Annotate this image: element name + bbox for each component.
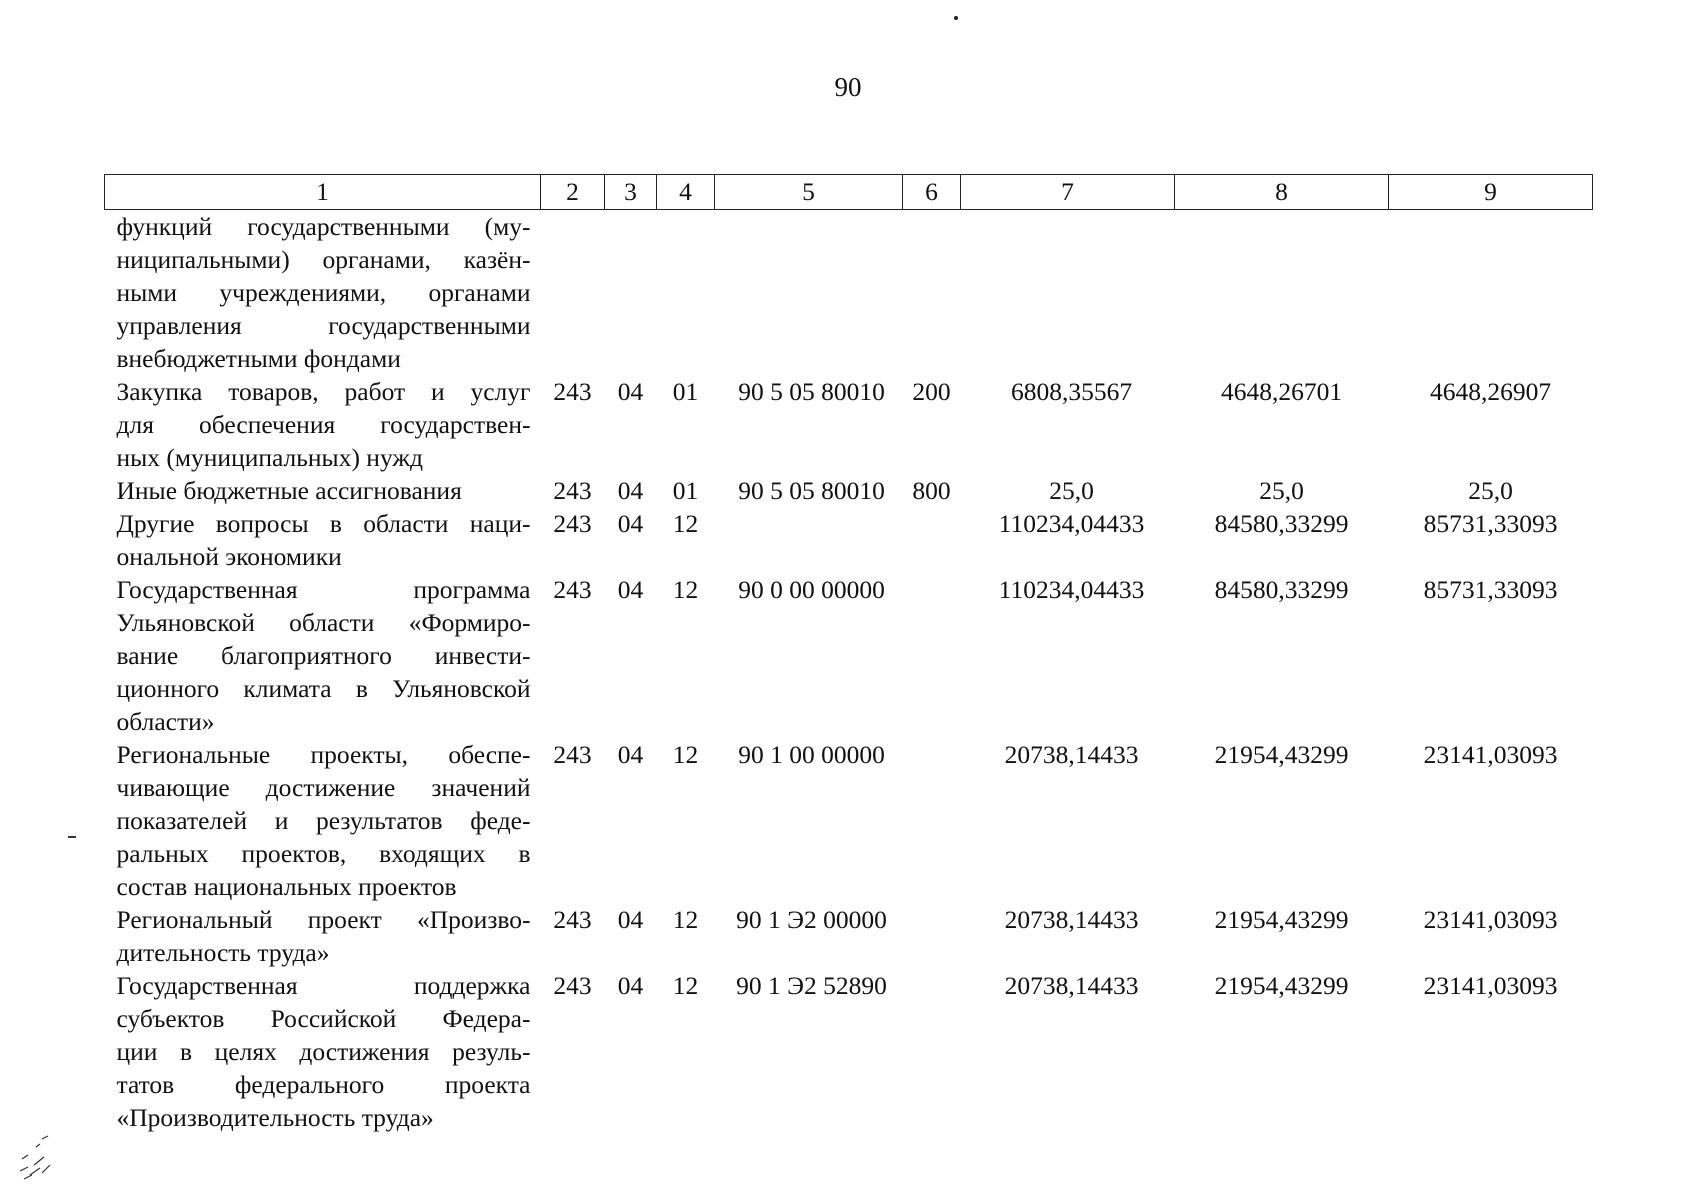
table-body: [105, 210, 1593, 1135]
row-name-line: Иные бюджетные ассигнования: [116, 476, 462, 505]
header-col-3: 3: [605, 175, 657, 210]
row-name-line: субъектов Российской Федера-: [116, 1004, 531, 1033]
cell-target-article: 90 1 00 00000: [738, 740, 885, 769]
cell-section: 04: [617, 740, 644, 769]
cell-subsection: 12: [672, 509, 699, 538]
cell-subsection: 12: [672, 575, 699, 604]
row-name-line: показателей и результатов феде-: [116, 806, 531, 835]
cell-section: 04: [617, 476, 644, 505]
cell-amount-col8: 84580,33299: [1214, 509, 1349, 538]
cell-amount-col8: 84580,33299: [1214, 575, 1349, 604]
header-col-6: 6: [903, 175, 961, 210]
row-name: [105, 738, 541, 903]
cell-amount-col9: 23141,03093: [1423, 740, 1558, 769]
table-header: [105, 175, 1593, 210]
cell-section: 04: [617, 575, 644, 604]
cell-expense-type: [903, 969, 961, 1134]
cell-target-article: 90 0 00 00000: [738, 575, 885, 604]
cell-amount-col8: 21954,43299: [1214, 905, 1349, 934]
row-name: [105, 474, 541, 507]
row-name: [105, 573, 541, 738]
header-col-2: 2: [541, 175, 605, 210]
cell-target-article: 90 1 Э2 52890: [736, 971, 887, 1000]
cell-admin-code: 243: [553, 575, 592, 604]
scan-mark-dash: [68, 836, 76, 838]
cell-amount-col8: 25,0: [1259, 476, 1304, 505]
row-name-line: ции в целях достижения резуль-: [116, 1037, 531, 1066]
row-name-line: Ульяновской области «Формиро-: [116, 608, 531, 637]
cell-target-article: [715, 507, 903, 573]
cell-amount-col8: 4648,26701: [1220, 377, 1343, 406]
row-name-line: дительность труда»: [116, 938, 330, 967]
cell-amount-col8: 21954,43299: [1214, 740, 1349, 769]
table-row: [105, 375, 1593, 474]
row-name-line: состав национальных проектов: [116, 872, 457, 901]
row-name-line: Региональные проекты, обеспе-: [116, 740, 531, 769]
cell-amount-col7: 25,0: [1049, 476, 1094, 505]
row-name-line: ными учреждениями, органами: [116, 278, 531, 307]
row-name-line: Закупка товаров, работ и услуг: [116, 377, 531, 406]
cell-subsection: [657, 210, 715, 376]
scan-speck: [954, 16, 958, 20]
cell-admin-code: 243: [553, 476, 592, 505]
row-name-line: Другие вопросы в области наци-: [116, 509, 531, 538]
row-name-line: «Производительность труда»: [116, 1103, 434, 1132]
scan-artifact-marks: [14, 1135, 64, 1185]
cell-amount-col9: 23141,03093: [1423, 905, 1558, 934]
cell-amount-col7: 110234,04433: [998, 575, 1145, 604]
header-col-1: 1: [105, 175, 541, 210]
cell-subsection: 01: [672, 476, 699, 505]
cell-admin-code: 243: [553, 509, 592, 538]
row-name-line: чивающие достижение значений: [116, 773, 531, 802]
header-col-7: 7: [961, 175, 1175, 210]
cell-admin-code: [541, 210, 605, 376]
row-name-line: Региональный проект «Произво-: [116, 905, 531, 934]
cell-target-article: 90 1 Э2 00000: [736, 905, 887, 934]
table-row: [105, 573, 1593, 738]
table-row: [105, 210, 1593, 376]
cell-amount-col9: 25,0: [1468, 476, 1513, 505]
cell-amount-col7: [961, 210, 1175, 376]
cell-admin-code: 243: [553, 377, 592, 406]
header-col-9: 9: [1389, 175, 1593, 210]
cell-target-article: 90 5 05 80010: [738, 476, 885, 505]
table-row: [105, 903, 1593, 969]
cell-amount-col7: 20738,14433: [1004, 740, 1139, 769]
cell-expense-type: [903, 738, 961, 903]
cell-admin-code: 243: [553, 905, 592, 934]
table-row: [105, 738, 1593, 903]
cell-amount-col7: 6808,35567: [1010, 377, 1133, 406]
cell-expense-type: [903, 573, 961, 738]
cell-subsection: 12: [672, 971, 699, 1000]
header-row: [105, 175, 1593, 210]
row-name-line: внебюджетными фондами: [116, 344, 401, 373]
row-name-line: управления государственными: [116, 311, 531, 340]
budget-table: [104, 174, 1593, 1134]
row-name-line: Государственная поддержка: [116, 971, 531, 1000]
cell-section: 04: [617, 971, 644, 1000]
row-name-line: ональной экономики: [116, 542, 342, 571]
cell-section: 04: [617, 509, 644, 538]
cell-section: 04: [617, 377, 644, 406]
cell-amount-col9: 85731,33093: [1423, 575, 1558, 604]
cell-target-article: [715, 210, 903, 376]
header-col-5: 5: [715, 175, 903, 210]
cell-amount-col9: [1389, 210, 1593, 376]
table-row: [105, 474, 1593, 507]
row-name-line: вание благоприятного инвести-: [116, 641, 531, 670]
row-name-line: для обеспечения государствен-: [116, 410, 531, 439]
cell-expense-type: 800: [912, 476, 951, 505]
cell-expense-type: [903, 903, 961, 969]
cell-admin-code: 243: [553, 740, 592, 769]
row-name: [105, 903, 541, 969]
row-name: [105, 210, 541, 376]
cell-amount-col7: 110234,04433: [998, 509, 1145, 538]
row-name-line: ральных проектов, входящих в: [116, 839, 531, 868]
cell-section: [605, 210, 657, 376]
cell-expense-type: 200: [912, 377, 951, 406]
cell-expense-type: [903, 210, 961, 376]
row-name: [105, 507, 541, 573]
row-name-line: ных (муниципальных) нужд: [116, 443, 423, 472]
cell-amount-col7: 20738,14433: [1004, 905, 1139, 934]
row-name-line: ционного климата в Ульяновской: [116, 674, 531, 703]
header-col-8: 8: [1175, 175, 1389, 210]
table-row: [105, 507, 1593, 573]
header-col-4: 4: [657, 175, 715, 210]
cell-amount-col7: 20738,14433: [1004, 971, 1139, 1000]
cell-subsection: 12: [672, 740, 699, 769]
cell-amount-col9: 85731,33093: [1423, 509, 1558, 538]
row-name-line: Государственная программа: [116, 575, 531, 604]
cell-amount-col8: [1175, 210, 1389, 376]
cell-admin-code: 243: [553, 971, 592, 1000]
table-row: [105, 969, 1593, 1134]
cell-amount-col9: 4648,26907: [1429, 377, 1552, 406]
row-name-line: функций государственными (му-: [116, 212, 531, 241]
cell-target-article: 90 5 05 80010: [738, 377, 885, 406]
cell-subsection: 01: [672, 377, 699, 406]
row-name: [105, 375, 541, 474]
cell-amount-col8: 21954,43299: [1214, 971, 1349, 1000]
cell-expense-type: [903, 507, 961, 573]
row-name-line: татов федерального проекта: [116, 1070, 531, 1099]
row-name-line: ниципальными) органами, казён-: [116, 245, 531, 274]
cell-amount-col9: 23141,03093: [1423, 971, 1558, 1000]
row-name: [105, 969, 541, 1134]
cell-subsection: 12: [672, 905, 699, 934]
row-name-line: области»: [116, 707, 215, 736]
page-number: 90: [834, 72, 862, 102]
cell-section: 04: [617, 905, 644, 934]
